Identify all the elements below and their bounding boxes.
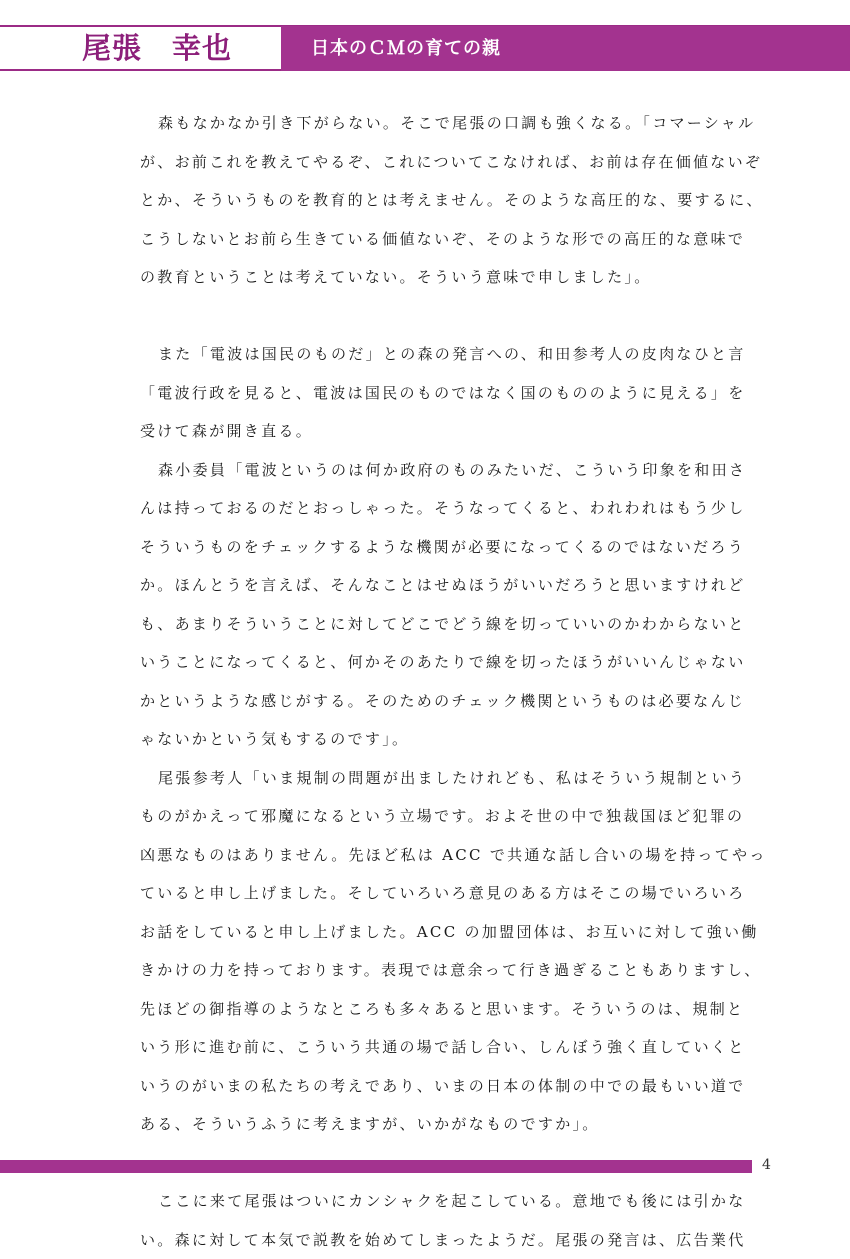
text-line: 「電波行政を見ると、電波は国民のものではなく国のもののように見える」を (140, 374, 760, 413)
text-line: そういうものをチェックするような機関が必要になってくるのではないだろう (140, 528, 760, 567)
paragraph (140, 335, 760, 451)
page-number: 4 (762, 1154, 771, 1176)
author-name: 尾張 幸也 (82, 27, 282, 69)
text-line: 森小委員「電波というのは何か政府のものみたいだ、こういう印象を和田さ (140, 451, 760, 490)
text-line: 受けて森が開き直る。 (140, 412, 760, 451)
header-rule-bottom (0, 69, 281, 71)
text-line: ていると申し上げました。そしていろいろ意見のある方はそこの場でいろいろ (140, 874, 760, 913)
header-title-band (281, 26, 850, 71)
text-line: こうしないとお前ら生きている価値ないぞ、そのような形での高圧的な意味で (140, 220, 760, 259)
paragraph (140, 104, 760, 297)
paragraph (140, 759, 760, 1144)
text-line: か。ほんとうを言えば、そんなことはせぬほうがいいだろうと思いますけれど (140, 566, 760, 605)
text-line: ここに来て尾張はついにカンシャクを起こしている。意地でも後には引かな (140, 1182, 760, 1221)
text-line: の教育ということは考えていない。そういう意味で申しました」。 (140, 258, 760, 297)
text-line: んは持っておるのだとおっしゃった。そうなってくると、われわれはもう少し (140, 489, 760, 528)
text-line: きかけの力を持っております。表現では意余って行き過ぎることもありますし、 (140, 951, 760, 990)
text-line: ある、そういうふうに考えますが、いかがなものですか」。 (140, 1105, 760, 1144)
text-line: 尾張参考人「いま規制の問題が出ましたけれども、私はそういう規制という (140, 759, 760, 798)
text-line: い。森に対して本気で説教を始めてしまったようだ。尾張の発言は、広告業代 (140, 1221, 760, 1259)
paragraph-spacer (140, 297, 760, 336)
text-line: 森もなかなか引き下がらない。そこで尾張の口調も強くなる。「コマーシャル (140, 104, 760, 143)
text-line: とか、そういうものを教育的とは考えません。そのような高圧的な、要するに、 (140, 181, 760, 220)
text-line: ゃないかという気もするのです」。 (140, 720, 760, 759)
text-line: も、あまりそういうことに対してどこでどう線を切っていいのかわからないと (140, 605, 760, 644)
text-line: いうことになってくると、何かそのあたりで線を切ったほうがいいんじゃない (140, 643, 760, 682)
text-line: 先ほどの御指導のようなところも多々あると思います。そういうのは、規制と (140, 990, 760, 1029)
text-line: が、お前これを教えてやるぞ、これについてこなければ、お前は存在価値ないぞ (140, 143, 760, 182)
text-line: ものがかえって邪魔になるという立場です。およそ世の中で独裁国ほど犯罪の (140, 797, 760, 836)
text-line: お話をしていると申し上げました。ACC の加盟団体は、お互いに対して強い働 (140, 913, 760, 952)
paragraph (140, 451, 760, 759)
text-line: かというような感じがする。そのためのチェック機関というものは必要なんじ (140, 682, 760, 721)
paragraph (140, 1182, 760, 1259)
text-line: いうのがいまの私たちの考えであり、いまの日本の体制の中での最もいい道で (140, 1067, 760, 1106)
body-text (140, 104, 760, 1259)
text-line: また「電波は国民のものだ」との森の発言への、和田参考人の皮肉なひと言 (140, 335, 760, 374)
chapter-title: 日本のＣＭの育ての親 (311, 26, 501, 71)
footer-bar (0, 1160, 752, 1173)
text-line: いう形に進む前に、こういう共通の場で話し合い、しんぼう強く直していくと (140, 1028, 760, 1067)
text-line: 凶悪なものはありません。先ほど私は ACC で共通な話し合いの場を持ってやっ (140, 836, 760, 875)
